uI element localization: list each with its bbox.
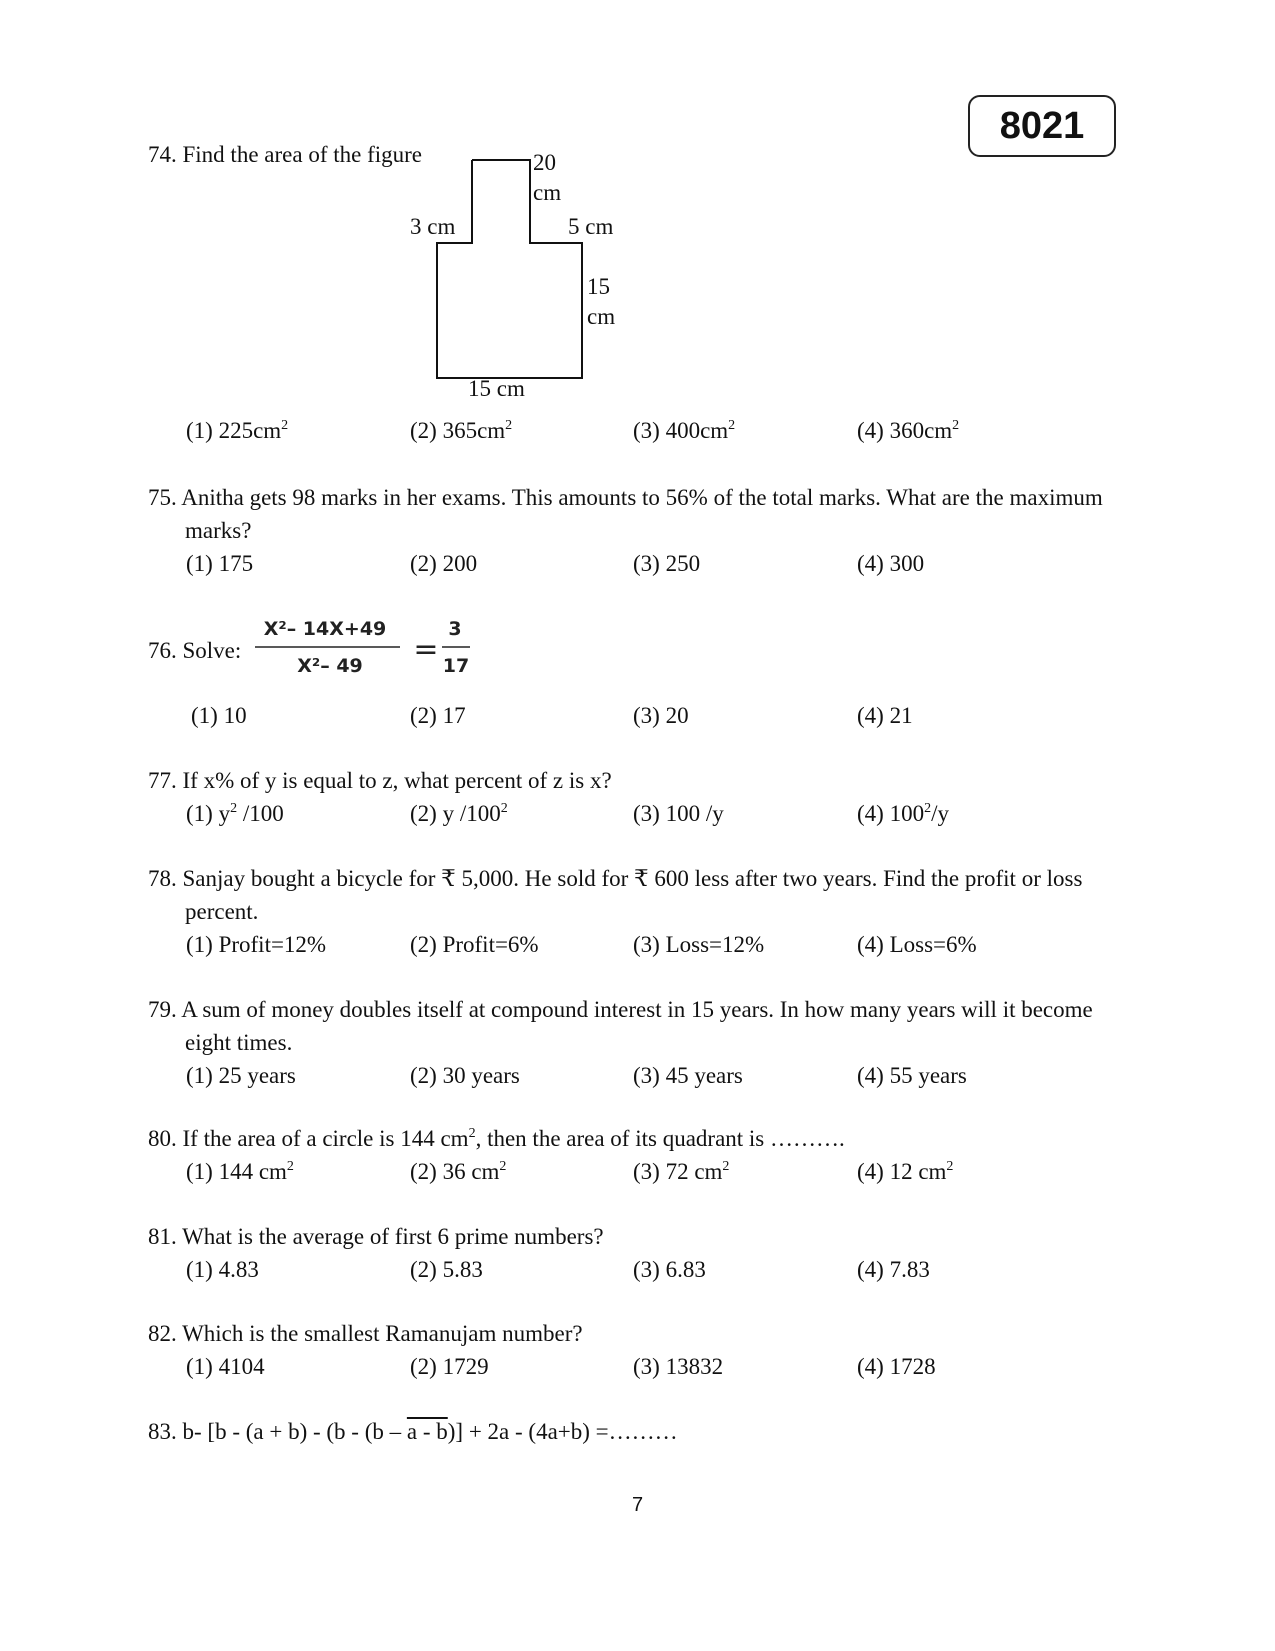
question-76-prefix: 76. Solve: [148, 638, 242, 663]
question-79-text-cont: eight times. [185, 1030, 293, 1055]
q82-option-4: (4) 1728 [857, 1354, 936, 1379]
question-76-equation [255, 610, 485, 690]
q80-option-3: (3) 72 $cm^2$ [633, 1159, 730, 1184]
q74-option-1: (1) $225cm^2$ [186, 418, 289, 443]
q76-option-1: (1) 10 [191, 703, 247, 728]
equation-equals: = [413, 632, 439, 667]
figure-label-20: 20 [533, 150, 556, 175]
q79-option-1: (1) 25 years [186, 1063, 296, 1088]
q82-option-2: (2) 1729 [410, 1354, 489, 1379]
question-81-text: 81. What is the average of first 6 prime numbers? [148, 1224, 604, 1249]
question-74-figure [0, 0, 1275, 400]
question-78-text: 78. Sanjay bought a bicycle for ₹ 5,000. He sold for ₹ 600 less after two years. Find the profit or loss [148, 866, 1083, 891]
question-82-text: 82. Which is the smallest Ramanujam number? [148, 1321, 583, 1346]
question-80-text: 80. If the area of a circle is 144 $cm^2$, then the area of its quadrant is ………. [148, 1126, 845, 1151]
q81-option-4: (4) 7.83 [857, 1257, 930, 1282]
figure-label-3cm: 3 cm [410, 214, 456, 239]
page-number: 7 [632, 1494, 644, 1516]
q79-option-4: (4) 55 years [857, 1063, 967, 1088]
equation-rhs-denominator: 17 [442, 655, 470, 677]
q82-option-3: (3) 13832 [633, 1354, 724, 1379]
q77-option-1: (1) $y^2$ /100 [186, 801, 284, 826]
question-78-text-cont: percent. [185, 899, 259, 924]
q75-option-3: (3) 250 [633, 551, 701, 576]
vinculum-term: a - b [406, 1419, 448, 1444]
q80-option-1: (1) 144 $cm^2$ [186, 1159, 294, 1184]
question-75-text-cont: marks? [185, 518, 252, 543]
q80-option-4: (4) 12 $cm^2$ [857, 1159, 954, 1184]
q81-option-2: (2) 5.83 [410, 1257, 483, 1282]
figure-label-5cm: 5 cm [568, 214, 614, 239]
q74-option-2: (2) $365cm^2$ [410, 418, 513, 443]
question-74-text: 74. Find the area of the figure [148, 142, 422, 167]
question-79-text: 79. A sum of money doubles itself at compound interest in 15 years. In how many years will it become [148, 997, 1093, 1022]
q78-option-3: (3) Loss=12% [633, 932, 765, 957]
equation-numerator: X²– 14X+49 [263, 618, 387, 640]
q80-option-2: (2) 36 $cm^2$ [410, 1159, 507, 1184]
question-75-text: 75. Anitha gets 98 marks in her exams. This amounts to 56% of the total marks. What are the maximum [148, 485, 1103, 510]
q74-option-4: (4) $360cm^2$ [857, 418, 960, 443]
q76-option-3: (3) 20 [633, 703, 689, 728]
q78-option-4: (4) Loss=6% [857, 932, 977, 957]
figure-label-15cm: 15 cm [468, 376, 525, 401]
figure-label-cm-top: cm [533, 180, 562, 205]
q81-option-1: (1) 4.83 [186, 1257, 259, 1282]
q81-option-3: (3) 6.83 [633, 1257, 706, 1282]
question-83-text: 83. b- [b - (a + b) - (b - (b – a - b)] + 2a - (4a+b) =……… [148, 1419, 678, 1444]
paper-code: 8021 [999, 104, 1085, 147]
figure-label-cm-right: cm [587, 304, 616, 329]
q75-option-1: (1) 175 [186, 551, 254, 576]
q77-option-2: (2) y $/100^2$ [410, 801, 508, 826]
equation-denominator: X²– 49 [297, 655, 363, 677]
q77-option-3: (3) 100 /y [633, 801, 724, 826]
q75-option-4: (4) 300 [857, 551, 925, 576]
question-77-text: 77. If x% of y is equal to z, what percent of z is x? [148, 768, 612, 793]
q76-option-4: (4) 21 [857, 703, 913, 728]
q76-option-2: (2) 17 [410, 703, 466, 728]
q79-option-2: (2) 30 years [410, 1063, 520, 1088]
equation-rhs-numerator: 3 [448, 618, 462, 640]
q78-option-1: (1) Profit=12% [186, 932, 327, 957]
q79-option-3: (3) 45 years [633, 1063, 743, 1088]
q75-option-2: (2) 200 [410, 551, 478, 576]
q74-option-3: (3) $400cm^2$ [633, 418, 736, 443]
figure-label-15: 15 [587, 274, 610, 299]
q78-option-2: (2) Profit=6% [410, 932, 539, 957]
q82-option-1: (1) 4104 [186, 1354, 265, 1379]
q77-option-4: (4) $100^2/y$ [857, 801, 949, 826]
